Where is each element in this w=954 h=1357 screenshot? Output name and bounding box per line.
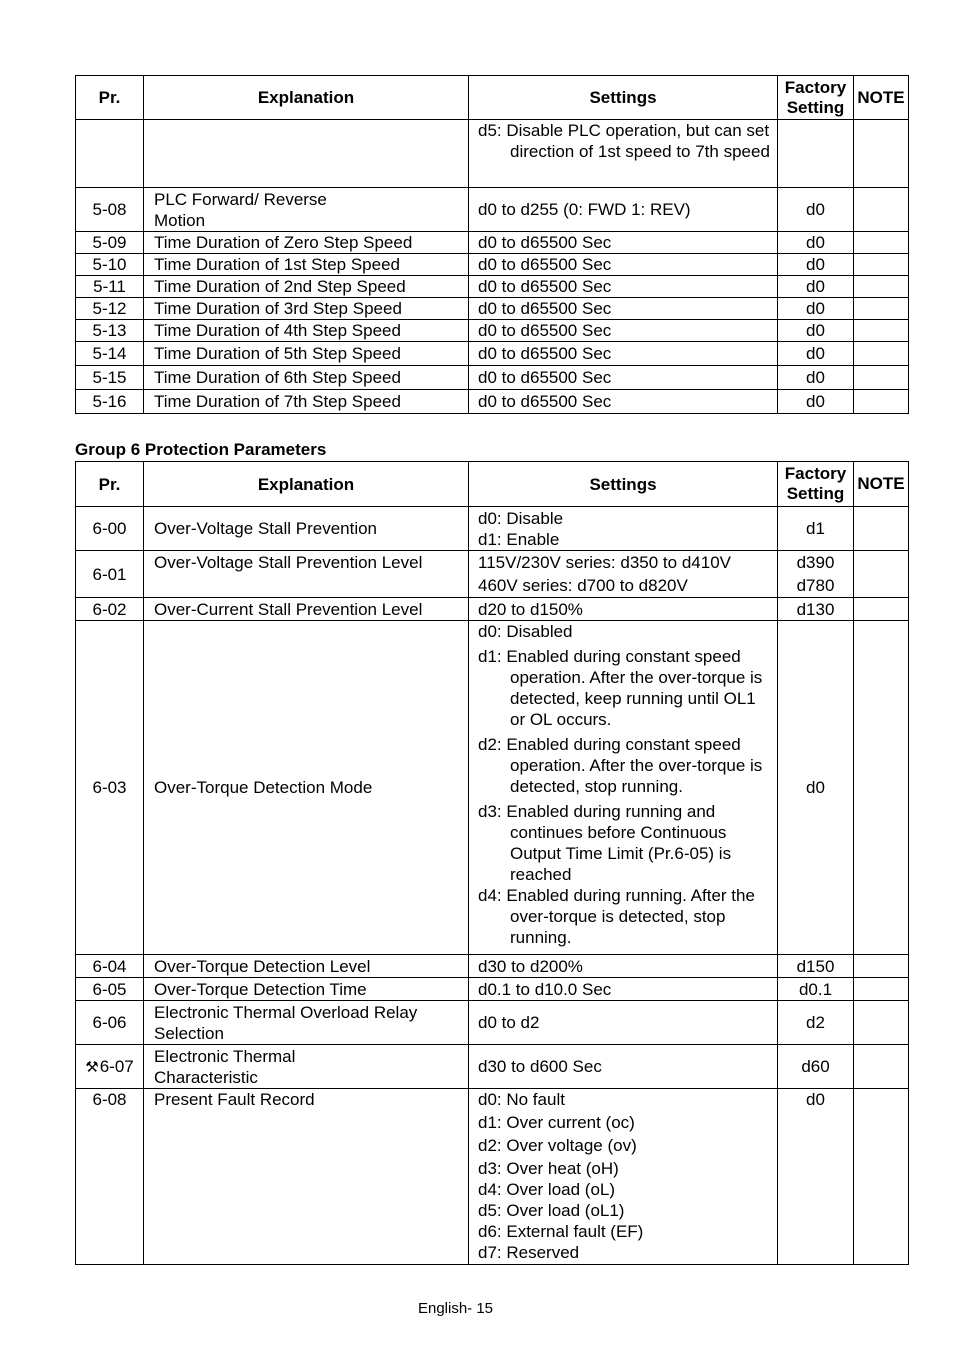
settings: d0 to d65500 Sec [469,276,778,298]
table-row [76,298,909,320]
settings: d20 to d150% [469,598,778,621]
settings: d30 to d600 Sec [469,1045,778,1089]
header-factory-setting: Factory Setting [778,76,854,120]
explanation: Over-Voltage Stall Prevention Level [144,551,469,598]
param-id: 5-08 [76,188,144,232]
table-row [76,551,909,598]
param-id: 5-13 [76,320,144,342]
header-factory-setting: Factory Setting [778,462,854,507]
explanation: Over-Current Stall Prevention Level [144,598,469,621]
factory-setting: d0 [778,188,854,232]
factory-setting: d130 [778,598,854,621]
settings: d0 to d2 [469,1001,778,1045]
factory-setting: d0 [778,276,854,298]
table-header-row [76,462,909,507]
settings: d0 to d65500 Sec [469,390,778,414]
param-id: 5-12 [76,298,144,320]
param-id: 5-11 [76,276,144,298]
explanation: Electronic Thermal Characteristic [144,1045,469,1089]
table-row [76,1045,909,1089]
header-explanation: Explanation [144,76,469,120]
header-note: NOTE [854,76,909,120]
note [854,1001,909,1045]
settings: d0 to d255 (0: FWD 1: REV) [469,188,778,232]
explanation: Time Duration of 1st Step Speed [144,254,469,276]
note [854,1089,909,1265]
note [854,507,909,551]
param-id: 5-16 [76,390,144,414]
explanation: Time Duration of 7th Step Speed [144,390,469,414]
factory-setting: d0 [778,1089,854,1265]
note [854,276,909,298]
factory-setting: d0 [778,298,854,320]
settings: d0: Disabled d1: Enabled during constant speed operation. After the over-torque is detected, keep running until OL1 or OL occurs. d2: Enabled during constant speed operation. After the over-torque is detected, stop running. d3: Enabled during running and continues before Continuous Output Time Limit (Pr.6-05) is reached d4: Enabled during running. After the over-torque is detected, stop running. [469,621,778,955]
header-pr: Pr. [76,76,144,120]
header-pr: Pr. [76,462,144,507]
factory-setting: d0.1 [778,978,854,1001]
factory-setting: d1 [778,507,854,551]
wrench-icon: ⚒ [85,1058,99,1076]
header-note: NOTE [854,462,909,507]
param-id: 6-06 [76,1001,144,1045]
note [854,955,909,978]
explanation: PLC Forward/ Reverse Motion [144,188,469,232]
param-id: 6-05 [76,978,144,1001]
settings: d0 to d65500 Sec [469,366,778,390]
factory-setting: d390 d780 [778,551,854,598]
table-row [76,188,909,232]
table-row [76,955,909,978]
param-id: 5-10 [76,254,144,276]
page-footer: English- 15 [417,1300,494,1317]
note [854,978,909,1001]
explanation: Electronic Thermal Overload Relay Selection [144,1001,469,1045]
table-row [76,507,909,551]
param-id: 6-04 [76,955,144,978]
note [854,598,909,621]
settings: d0 to d65500 Sec [469,298,778,320]
table-row [76,390,909,414]
table-row [76,120,909,188]
explanation: Time Duration of 5th Step Speed [144,342,469,366]
table-row [76,232,909,254]
factory-setting: d0 [778,390,854,414]
param-id: 5-14 [76,342,144,366]
parameter-table-group5 [75,75,909,414]
param-id: 6-02 [76,598,144,621]
settings: d0.1 to d10.0 Sec [469,978,778,1001]
table-row [76,342,909,366]
settings: d0: Disable d1: Enable [469,507,778,551]
header-settings: Settings [469,462,778,507]
settings: d0: No fault d1: Over current (oc) d2: Over voltage (ov) d3: Over heat (oH) d4: Over load (oL) d5: Over load (oL1) d6: External fault (EF) d7: Reserved [469,1089,778,1265]
header-explanation: Explanation [144,462,469,507]
note [854,342,909,366]
settings-text: d5: Disable PLC operation, but can set direction of 1st speed to 7th speed [478,121,770,161]
table-row [76,621,909,955]
table-row [76,320,909,342]
note [854,232,909,254]
table-row [76,254,909,276]
explanation: Over-Voltage Stall Prevention [144,507,469,551]
table-row [76,366,909,390]
param-id: 6-08 [76,1089,144,1265]
note [854,621,909,955]
table-row [76,276,909,298]
table-row [76,1001,909,1045]
explanation: Time Duration of Zero Step Speed [144,232,469,254]
explanation: Over-Torque Detection Level [144,955,469,978]
settings: d0 to d65500 Sec [469,232,778,254]
explanation: Over-Torque Detection Mode [144,621,469,955]
factory-setting: d0 [778,254,854,276]
param-id: 6-00 [76,507,144,551]
factory-setting: d0 [778,320,854,342]
param-id: 5-09 [76,232,144,254]
note [854,390,909,414]
note [854,551,909,598]
factory-setting: d60 [778,1045,854,1089]
settings: d0 to d65500 Sec [469,254,778,276]
param-id: 6-03 [76,621,144,955]
explanation: Time Duration of 6th Step Speed [144,366,469,390]
header-settings: Settings [469,76,778,120]
note [854,188,909,232]
explanation: Time Duration of 4th Step Speed [144,320,469,342]
table-header-row [76,76,909,120]
param-id: 5-15 [76,366,144,390]
table-row [76,978,909,1001]
group-title: Group 6 Protection Parameters [75,440,327,459]
factory-setting: d150 [778,955,854,978]
factory-setting: d2 [778,1001,854,1045]
note [854,254,909,276]
factory-setting: d0 [778,366,854,390]
explanation: Over-Torque Detection Time [144,978,469,1001]
table-row [76,598,909,621]
note [854,366,909,390]
parameter-table-group6 [75,461,909,1265]
table-row [76,1089,909,1265]
settings: 115V/230V series: d350 to d410V 460V series: d700 to d820V [469,551,778,598]
note [854,1045,909,1089]
settings: d30 to d200% [469,955,778,978]
settings: d0 to d65500 Sec [469,342,778,366]
factory-setting: d0 [778,232,854,254]
explanation: Time Duration of 3rd Step Speed [144,298,469,320]
param-id: 6-01 [76,551,144,598]
explanation: Present Fault Record [144,1089,469,1265]
factory-setting: d0 [778,342,854,366]
param-id: ⚒6-07 [76,1045,144,1089]
factory-setting: d0 [778,621,854,955]
explanation: Time Duration of 2nd Step Speed [144,276,469,298]
note [854,298,909,320]
note [854,320,909,342]
settings: d0 to d65500 Sec [469,320,778,342]
